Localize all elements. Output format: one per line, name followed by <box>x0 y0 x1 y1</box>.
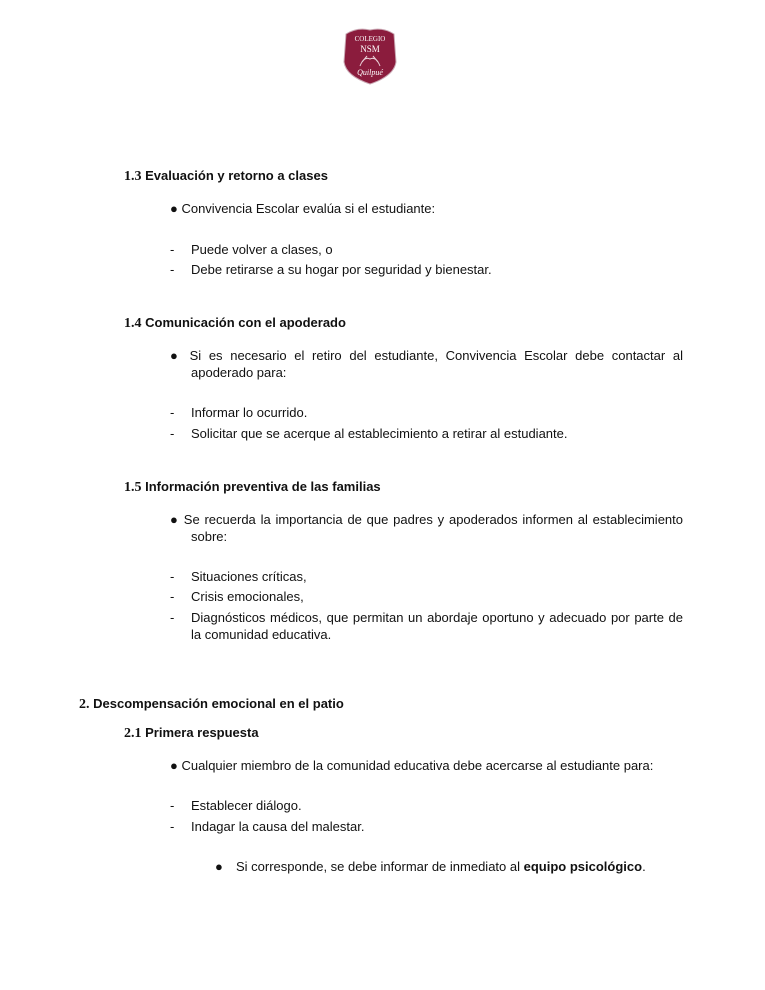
section-1-3-bullet-text: ● Convivencia Escolar evalúa si el estudiante: <box>170 201 436 216</box>
dash-marker: - <box>170 262 175 277</box>
section-1-4-number: 1.4 <box>124 316 142 331</box>
section-2-number: 2. <box>79 697 90 712</box>
dash-marker: - <box>170 819 175 834</box>
dash-marker: - <box>170 405 175 420</box>
list-item <box>170 241 683 258</box>
section-1-5-number: 1.5 <box>124 480 142 495</box>
list-item-text: Situaciones críticas, <box>191 569 307 584</box>
list-item <box>170 588 683 605</box>
list-item <box>170 818 683 835</box>
section-2-1-bullet-text: ● Cualquier miembro de la comunidad educativa debe acercarse al estudiante para: <box>170 758 654 773</box>
list-item-text: Debe retirarse a su hogar por seguridad y bienestar. <box>191 262 492 277</box>
section-2-1-heading <box>124 725 259 742</box>
sub-bullet-dot: ● <box>215 859 223 874</box>
section-1-4-bullet-text: ● Si es necesario el retiro del estudiante, Convivencia Escolar debe contactar al apoderado para: <box>170 348 683 380</box>
list-item <box>170 568 683 585</box>
section-1-5-title: Información preventiva de las familias <box>145 479 381 494</box>
section-2-title: Descompensación emocional en el patio <box>93 696 344 711</box>
dash-marker: - <box>170 610 175 625</box>
sub-bullet-end: . <box>642 859 646 874</box>
section-1-5-bullet-text: ● Se recuerda la importancia de que padres y apoderados informen al establecimiento sobre: <box>170 512 683 544</box>
section-1-4-heading <box>124 315 346 332</box>
dash-marker: - <box>170 426 175 441</box>
section-1-3-title: Evaluación y retorno a clases <box>145 168 328 183</box>
list-item-text: Diagnósticos médicos, que permitan un abordaje oportuno y adecuado por parte de la comunidad educativa. <box>191 610 683 642</box>
list-item <box>170 609 683 643</box>
sub-bullet-text: Si corresponde, se debe informar de inmediato al <box>236 859 524 874</box>
section-1-3-number: 1.3 <box>124 169 142 184</box>
section-1-5-heading <box>124 479 381 496</box>
sub-bullet <box>215 858 646 875</box>
list-item-text: Informar lo ocurrido. <box>191 405 308 420</box>
section-1-3-bullet <box>170 200 683 217</box>
section-1-5-bullet <box>170 511 683 545</box>
list-item <box>170 404 683 421</box>
list-item-text: Crisis emocionales, <box>191 589 304 604</box>
section-2-1-number: 2.1 <box>124 726 142 741</box>
section-2-heading <box>79 696 344 713</box>
dash-marker: - <box>170 242 175 257</box>
list-item-text: Puede volver a clases, o <box>191 242 333 257</box>
logo-line2: NSM <box>360 44 380 54</box>
logo-line3: Quilpué <box>357 68 383 77</box>
dash-marker: - <box>170 798 175 813</box>
list-item-text: Establecer diálogo. <box>191 798 302 813</box>
school-logo <box>340 26 400 86</box>
list-item <box>170 261 683 278</box>
logo-line1: COLEGIO <box>354 35 386 43</box>
section-2-1-bullet <box>170 757 683 774</box>
dash-marker: - <box>170 589 175 604</box>
section-1-4-title: Comunicación con el apoderado <box>145 315 346 330</box>
sub-bullet-bold: equipo psicológico <box>523 859 643 874</box>
list-item <box>170 797 683 814</box>
list-item-text: Solicitar que se acerque al establecimiento a retirar al estudiante. <box>191 426 568 441</box>
section-1-4-bullet <box>170 347 683 381</box>
section-1-3-heading <box>124 168 328 185</box>
section-2-1-title: Primera respuesta <box>145 725 259 740</box>
list-item-text: Indagar la causa del malestar. <box>191 819 365 834</box>
list-item <box>170 425 683 442</box>
dash-marker: - <box>170 569 175 584</box>
